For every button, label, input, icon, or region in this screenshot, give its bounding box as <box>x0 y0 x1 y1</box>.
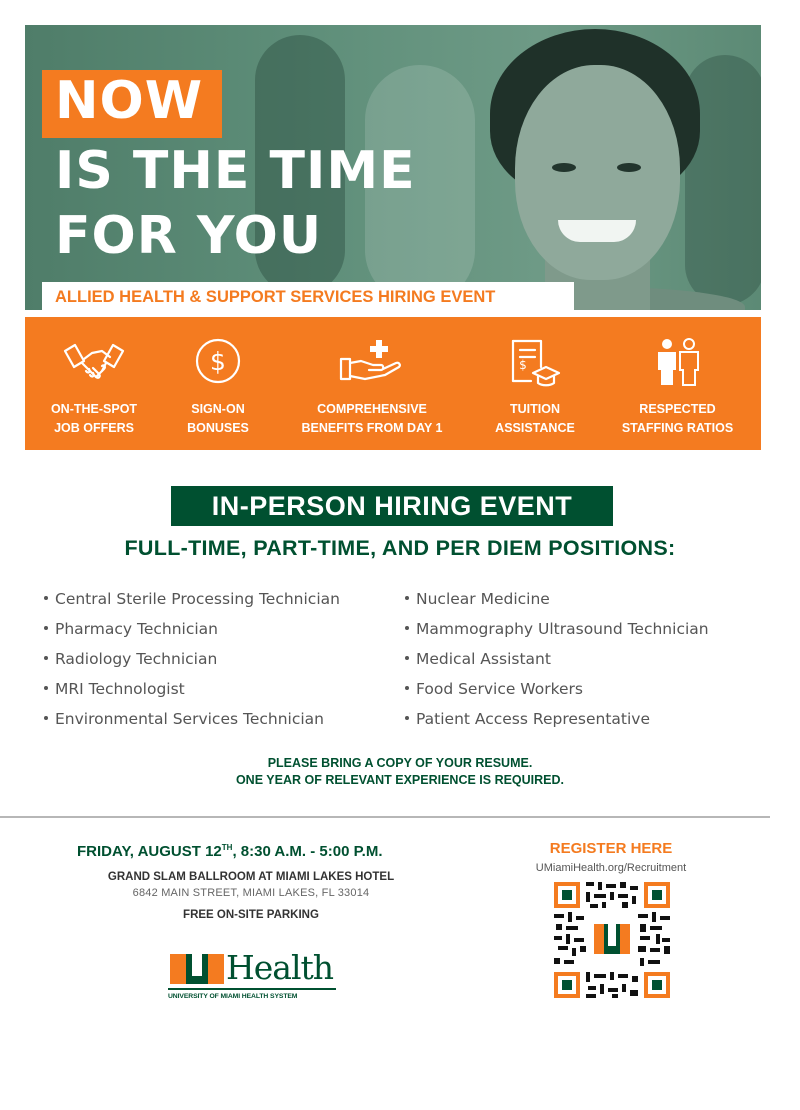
headline-is-the-time: IS THE TIME <box>55 141 416 201</box>
list-item <box>405 707 709 737</box>
woman-eye <box>552 163 576 172</box>
logo-underline <box>168 988 336 990</box>
event-banner <box>42 282 574 312</box>
event-venue: GRAND SLAM BALLROOM AT MIAMI LAKES HOTEL <box>107 871 395 883</box>
svg-text:$: $ <box>519 358 527 372</box>
logo-brand-text: Health <box>226 948 334 987</box>
position-name: Nuclear Medicine <box>416 590 550 608</box>
event-address: 6842 MAIN STREET, MIAMI LAKES, FL 33014 <box>132 887 370 899</box>
benefit-label-line2: BONUSES <box>187 421 249 435</box>
staff-people-icon <box>653 337 703 387</box>
woman-smile <box>558 220 636 242</box>
benefit-label-line1: ON-THE-SPOT <box>50 402 138 416</box>
list-item <box>44 677 340 707</box>
date-ordinal: TH <box>221 843 233 852</box>
positions-list-left <box>44 587 340 737</box>
handshake-icon <box>62 337 126 385</box>
list-item <box>405 647 709 677</box>
benefit-sign-on-bonuses <box>158 317 278 450</box>
list-item <box>44 647 340 677</box>
headline-now: NOW <box>55 71 204 131</box>
position-name: Central Sterile Processing Technician <box>55 590 340 608</box>
logo-subtitle: UNIVERSITY OF MIAMI HEALTH SYSTEM <box>168 993 298 1000</box>
positions-heading: FULL-TIME, PART-TIME, AND PER DIEM POSITIONS: <box>124 536 676 560</box>
list-item <box>44 617 340 647</box>
benefits-bar <box>25 317 761 450</box>
benefit-label-line2: JOB OFFERS <box>54 421 134 435</box>
position-name: Mammography Ultrasound Technician <box>416 620 709 638</box>
hand-plus-icon <box>339 337 405 385</box>
uhealth-logo <box>168 948 338 1006</box>
graduation-document-icon <box>509 337 561 389</box>
resume-note: PLEASE BRING A COPY OF YOUR RESUME. <box>267 756 533 770</box>
position-name: Radiology Technician <box>55 650 218 668</box>
benefit-job-offers <box>25 317 163 450</box>
benefit-label-line2: STAFFING RATIOS <box>621 421 734 435</box>
u-logo-icon <box>168 948 226 988</box>
register-label: REGISTER HERE <box>549 840 673 857</box>
event-date-time <box>77 843 383 860</box>
in-person-hiring-event-title: IN-PERSON HIRING EVENT <box>171 486 613 526</box>
benefit-staffing-ratios <box>610 317 745 450</box>
position-name: Food Service Workers <box>416 680 583 698</box>
position-name: Pharmacy Technician <box>55 620 218 638</box>
event-date: FRIDAY, AUGUST 12 <box>77 843 222 860</box>
register-url[interactable]: UMiamiHealth.org/Recruitment <box>535 862 687 874</box>
benefit-label-line2: BENEFITS FROM DAY 1 <box>301 421 443 435</box>
svg-text:$: $ <box>210 347 226 376</box>
list-item <box>405 617 709 647</box>
benefit-label-line1: TUITION <box>510 402 560 416</box>
position-name: MRI Technologist <box>55 680 185 698</box>
qr-code[interactable] <box>552 880 672 1000</box>
woman-eye <box>617 163 641 172</box>
position-name: Patient Access Representative <box>416 710 651 728</box>
benefit-tuition-assistance <box>475 317 595 450</box>
list-item <box>44 587 340 617</box>
position-name: Medical Assistant <box>416 650 551 668</box>
parking-note: FREE ON-SITE PARKING <box>183 909 319 921</box>
benefit-label-line1: RESPECTED <box>639 402 716 416</box>
position-name: Environmental Services Technician <box>55 710 324 728</box>
list-item <box>44 707 340 737</box>
benefit-label-line2: ASSISTANCE <box>495 421 575 435</box>
benefit-comprehensive-benefits <box>287 317 457 450</box>
positions-list-right <box>405 587 709 737</box>
headline-for-you: FOR YOU <box>55 206 323 266</box>
event-time: , 8:30 A.M. - 5:00 P.M. <box>232 843 383 860</box>
benefit-label-line1: SIGN-ON <box>191 402 245 416</box>
list-item <box>405 677 709 707</box>
dollar-coin-icon <box>193 337 243 385</box>
benefit-label-line1: COMPREHENSIVE <box>317 402 427 416</box>
experience-note: ONE YEAR OF RELEVANT EXPERIENCE IS REQUIRED. <box>235 773 565 787</box>
event-banner-text: ALLIED HEALTH & SUPPORT SERVICES HIRING EVENT <box>55 288 496 306</box>
woman-face <box>515 65 680 280</box>
section-divider <box>0 816 770 818</box>
list-item <box>405 587 709 617</box>
